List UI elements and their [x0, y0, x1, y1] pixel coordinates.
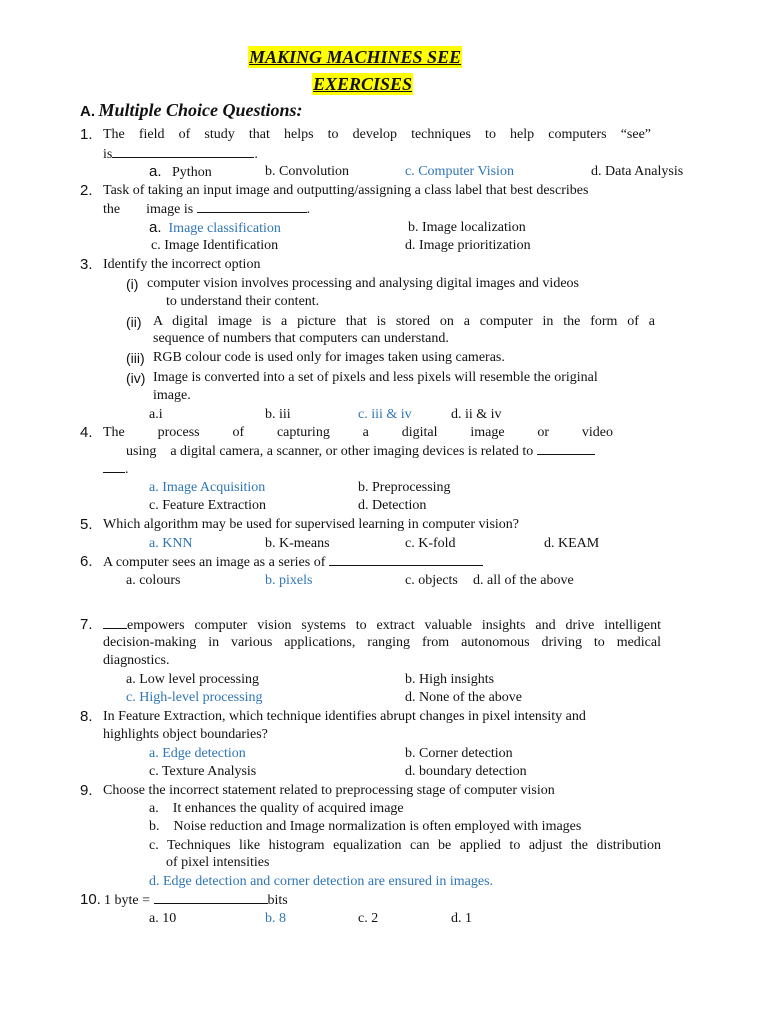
q5-option-a: a. KNN [149, 536, 193, 551]
q5-option-b: b. K-means [265, 536, 330, 551]
q3-item-i-cont: to understand their content. [166, 294, 320, 309]
q5-option-c: c. K-fold [405, 536, 456, 551]
q4-option-c: c. Feature Extraction [149, 498, 267, 513]
q7-number: 7. [80, 616, 93, 633]
q9-number: 9. [80, 782, 93, 799]
q8-text-2: highlights object boundaries? [103, 727, 268, 742]
q6-text [103, 553, 483, 572]
q7-option-c: c. High-level processing [126, 690, 263, 705]
q3-number: 3. [80, 256, 93, 273]
q10-option-d: d. 1 [451, 911, 472, 926]
q9-option-b-text: Noise reduction and Image normalization is often employed with images [173, 819, 582, 834]
answer-blank [329, 553, 483, 566]
q4-text-3-period: . [125, 462, 129, 477]
q9-option-b [149, 818, 581, 836]
q3-item-ii: A digital image is a picture that is stored on a computer in the form of a [153, 314, 655, 329]
section-prefix: A. [80, 103, 95, 120]
q5-text: Which algorithm may be used for supervised learning in computer vision? [103, 517, 520, 532]
q8-option-a: a. Edge detection [149, 746, 246, 761]
q9-option-d: d. Edge detection and corner detection are ensured in images. [149, 874, 494, 889]
q2-option-b: b. Image localization [408, 220, 526, 235]
q2-option-a-prefix: a. [149, 219, 162, 236]
q2-option-d: d. Image prioritization [405, 238, 531, 253]
answer-blank [537, 442, 595, 455]
q3-item-i: computer vision involves processing and analysing digital images and videos [147, 276, 579, 291]
q4-text-2a: using [126, 444, 157, 459]
q9-option-a-prefix: a. [149, 801, 159, 816]
q6-number: 6. [80, 553, 93, 570]
q9-option-c: c. Techniques like histogram equalization can be applied to adjust the distribution [149, 838, 661, 853]
q6-text-label: A computer sees an image as a series of [103, 555, 326, 570]
q10-number: 10. [80, 891, 101, 908]
q3-option-d: d. ii & iv [451, 407, 502, 422]
q4-option-a: a. Image Acquisition [149, 480, 266, 495]
q7-text-1: empowers computer vision systems to extract valuable insights and drive intelligent [127, 618, 661, 633]
q4-text-3 [103, 460, 129, 479]
q7-option-d: d. None of the above [405, 690, 523, 705]
q7-text [103, 616, 661, 635]
q10-text [104, 891, 288, 910]
q6-option-b: b. pixels [265, 573, 313, 588]
q1-text: The field of study that helps to develop techniques to help computers “see” [103, 127, 651, 142]
q3-item-iii: RGB colour code is used only for images taken using cameras. [153, 350, 505, 365]
q5-option-d: d. KEAM [544, 536, 600, 551]
q8-number: 8. [80, 708, 93, 725]
q1-option-a [149, 163, 212, 182]
q10-option-a: a. 10 [149, 911, 177, 926]
q1-number: 1. [80, 126, 93, 143]
answer-blank [103, 460, 125, 473]
q7-text-2: decision-making in various applications, ranging from autonomous driving to medical [103, 635, 661, 650]
q3-item-ii-prefix: (ii) [126, 314, 142, 330]
q2-option-a [149, 219, 281, 238]
section-heading [80, 101, 303, 122]
q10-option-b: b. 8 [265, 911, 286, 926]
q8-option-c: c. Texture Analysis [149, 764, 257, 779]
answer-blank [197, 200, 307, 213]
page-title-line-1: MAKING MACHINES SEE [249, 47, 462, 67]
q4-option-b: b. Preprocessing [358, 480, 451, 495]
q1-option-a-text: Python [172, 165, 212, 180]
q3-item-iv-prefix: (iv) [126, 370, 146, 386]
q3-item-ii-cont: sequence of numbers that computers can understand. [153, 331, 449, 346]
q5-number: 5. [80, 516, 93, 533]
q3-option-b: b. iii [265, 407, 291, 422]
q7-option-a: a. Low level processing [126, 672, 259, 687]
q4-text: The process of capturing a digital image or video [103, 425, 613, 440]
q10-text-b: bits [267, 893, 288, 908]
q3-text: Identify the incorrect option [103, 257, 261, 272]
q3-item-iv: Image is converted into a set of pixels and less pixels will resemble the original [153, 370, 598, 385]
q10-text-a: 1 byte = [104, 893, 150, 908]
q3-option-a: a.i [149, 407, 163, 422]
q8-text: In Feature Extraction, which technique identifies abrupt changes in pixel intensity and [103, 709, 586, 724]
q2-text-2a: the [103, 202, 121, 217]
page-title-line-2: EXERCISES [313, 74, 413, 94]
q4-text-2 [126, 442, 595, 461]
q3-item-iv-cont: image. [153, 388, 191, 403]
q2-text-2b: image is [146, 202, 194, 217]
q9-option-b-prefix: b. [149, 819, 160, 834]
q8-option-d: d. boundary detection [405, 764, 527, 779]
q9-option-a-text: It enhances the quality of acquired image [172, 801, 404, 816]
q2-text-2: the image is . [103, 202, 311, 217]
q6-option-d: d. all of the above [473, 573, 574, 588]
q6-option-c: c. objects [405, 573, 458, 588]
q1-option-b: b. Convolution [265, 164, 350, 179]
q8-option-b: b. Corner detection [405, 746, 513, 761]
q7-option-b: b. High insights [405, 672, 495, 687]
q7-text-3: diagnostics. [103, 653, 170, 668]
q2-option-a-text: Image classification [168, 221, 281, 236]
q3-option-c: c. iii & iv [358, 407, 412, 422]
q1-text-2-label: is [103, 147, 113, 162]
q2-text: Task of taking an input image and outputting/assigning a class label that best describes [103, 183, 589, 198]
q6-option-a: a. colours [126, 573, 181, 588]
section-title: Multiple Choice Questions: [98, 100, 303, 120]
q2-number: 2. [80, 182, 93, 199]
q1-option-a-prefix: a. [149, 163, 162, 180]
q1-option-c: c. Computer Vision [405, 164, 514, 179]
q3-item-iii-prefix: (iii) [126, 350, 145, 366]
q9-option-c-cont: of pixel intensities [166, 855, 270, 870]
answer-blank [103, 616, 127, 629]
q4-number: 4. [80, 424, 93, 441]
q1-option-d: d. Data Analysis [591, 164, 684, 179]
q4-option-d: d. Detection [358, 498, 427, 513]
q1-text-2: is . [103, 147, 258, 162]
q9-text: Choose the incorrect statement related to preprocessing stage of computer vision [103, 783, 555, 798]
q10-option-c: c. 2 [358, 911, 379, 926]
answer-blank [154, 891, 268, 904]
q3-item-i-prefix: (i) [126, 276, 139, 292]
q9-option-a [149, 800, 404, 818]
answer-blank [112, 145, 254, 158]
q4-text-2b: a digital camera, a scanner, or other imaging devices is related to [170, 444, 534, 459]
q2-option-c: c. Image Identification [151, 238, 279, 253]
